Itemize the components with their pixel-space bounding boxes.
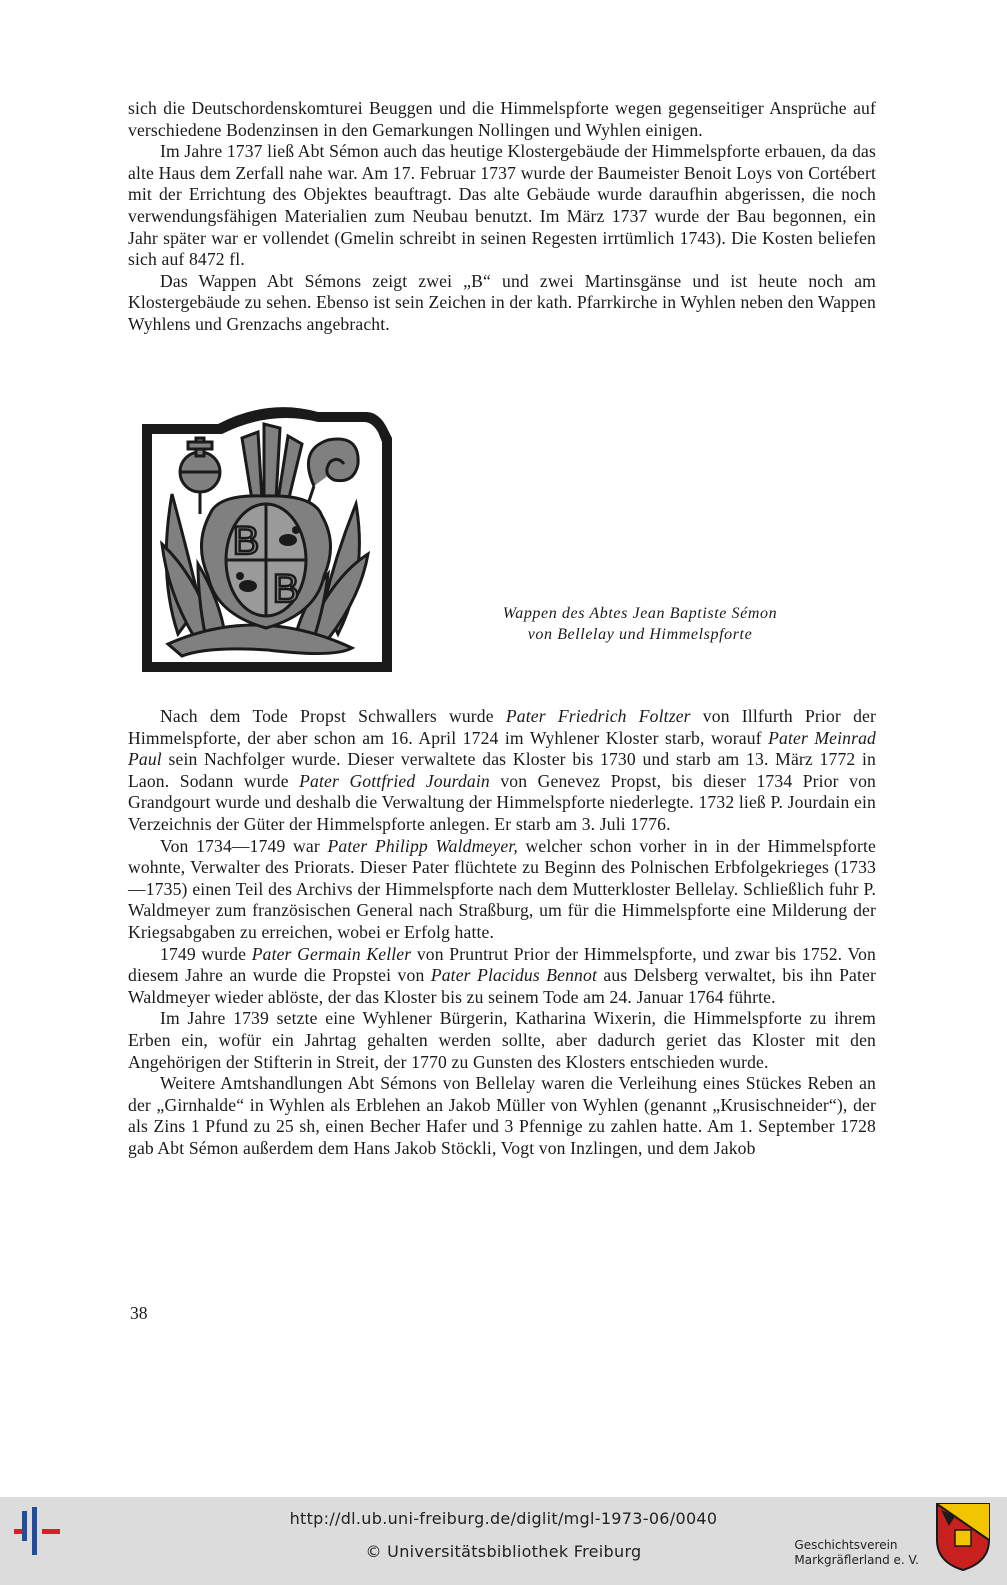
paragraph: Das Wappen Abt Sémons zeigt zwei „B“ und zwei Martinsgänse und ist heute noch am Klostergebäude zu sehen. Ebenso ist sein Zeichen in der kath. Pfarrkirche in Wyhlen neben den Wappen Wyhlens und Grenzachs angebracht. xyxy=(128,270,876,334)
paragraph: Im Jahre 1739 setzte eine Wyhlener Bürgerin, Katharina Wixerin, die Himmelspforte zu ihrem Erben ein, wofür ein Jahrtag gehalten werden sollte, aber dadurch geriet das Kloster mit den Angehörigen der Stifterin in Streit, der 1770 zu Gunsten des Klosters entschieden wurde. xyxy=(128,1008,876,1072)
footer-bar xyxy=(0,1497,1007,1585)
person-name: Pater Meinrad Paul xyxy=(128,727,877,770)
caption-line: von Bellelay und Himmelspforte xyxy=(527,626,753,643)
society-crest-icon[interactable] xyxy=(933,1500,993,1572)
paragraph: Im Jahre 1737 ließ Abt Sémon auch das heutige Klostergebäude der Himmelspforte erbauen, da das alte Haus dem Zerfall nahe war. Am 17. Februar 1737 wurde der Baumeister Benoit Loys von Cortébert mit der Errichtung des Objektes beauftragt. Das alte Gebäude wurde daraufhin abgerissen, die noch verwendungsfähigen Materialien zum Neubau benutzt. Im März 1737 wurde der Bau begonnen, ein Jahr später war er vollendet (Gmelin schreibt in seinen Regesten irrtümlich 1743). Die Kosten beliefen sich auf 8472 fl. xyxy=(128,141,876,270)
coat-of-arms-image xyxy=(138,404,396,678)
person-name: Pater Placidus Bennot xyxy=(430,965,597,986)
shield-letter: B xyxy=(272,567,300,611)
main-text-block xyxy=(128,706,876,1159)
figure-caption xyxy=(460,603,820,645)
copyright-text: © Universitätsbibliothek Freiburg xyxy=(365,1542,642,1561)
person-name: Pater Friedrich Foltzer xyxy=(505,706,691,726)
person-name: Pater Gottfried Jourdain xyxy=(299,770,490,791)
page-number: 38 xyxy=(130,1303,148,1323)
paragraph: Weitere Amtshandlungen Abt Sémons von Bellelay waren die Verleihung eines Stückes Reben an der „Girnhalde“ in Wyhlen als Erblehen an Jakob Müller von Wyhlen (genannt „Krusischneider“), der als Zins 1 Pfund zu 25 sh, einen Becher Hafer und 3 Pfennige zu zahlen hatte. Am 1. September 1728 gab Abt Sémon außerdem dem Hans Jakob Stöckli, Vogt von Inzlingen, und dem Jakob xyxy=(128,1073,876,1158)
document-url-link[interactable]: http://dl.ub.uni-freiburg.de/diglit/mgl-1973-06/0040 xyxy=(289,1509,718,1528)
paragraph: Von 1734—1749 war Pater Philipp Waldmeyer, welcher schon vorher in in der Himmelspforte wohnte, Verwalter des Priorats. Dieser Pater flüchtete zu Beginn des Polnischen Erbfolgekrieges (1733—1735) einen Teil des Archivs der Himmelspforte nach dem Mutterkloster Bellelay. Schließlich fuhr P. Waldmeyer zum französischen General nach Straßburg, um für die Himmelspforte eine Milderung der Kriegsabgaben zu erreichen, wobei er Erfolg hatte. xyxy=(128,835,876,942)
society-name: Geschichtsverein Markgräflerland e. V. xyxy=(794,1538,919,1567)
top-text-block xyxy=(128,98,876,336)
paragraph: sich die Deutschordenskomturei Beuggen und die Himmelspforte wegen gegenseitiger Ansprüche auf verschiedene Bodenzinsen in den Gemarkungen Nollingen und Wyhlen einigen. xyxy=(128,98,876,140)
caption-line: Wappen des Abtes Jean Baptiste Sémon xyxy=(502,605,778,622)
person-name: Pater Philipp Waldmeyer, xyxy=(327,835,518,856)
paragraph: Nach dem Tode Propst Schwallers wurde Pater Friedrich Foltzer von Illfurth Prior der Himmelspforte, der aber schon am 16. April 1724 im Wyhlener Kloster starb, worauf Pater Meinrad Paul sein Nachfolger wurde. Dieser verwaltete das Kloster bis 1730 und starb am 13. März 1772 in Laon. Sodann wurde Pater Gottfried Jourdain von Genevez Propst, bis dieser 1734 Prior von Grandgourt wurde und deshalb die Verwaltung der Himmelspforte niederlegte. 1732 ließ P. Jourdain ein Verzeichnis der Güter der Himmelspforte anlegen. Er starb am 3. Juli 1776. xyxy=(128,706,877,834)
person-name: Pater Germain Keller xyxy=(251,943,412,964)
shield-letter: B xyxy=(232,519,260,563)
paragraph: 1749 wurde Pater Germain Keller von Pruntrut Prior der Himmelspforte, und zwar bis 1752. Von diesem Jahre an wurde die Propstei von Pater Placidus Bennot aus Delsberg verwaltet, bis ihn Pater Waldmeyer wieder ablöste, der das Kloster bis zu seinem Tode am 24. Januar 1764 führte. xyxy=(128,943,876,1007)
